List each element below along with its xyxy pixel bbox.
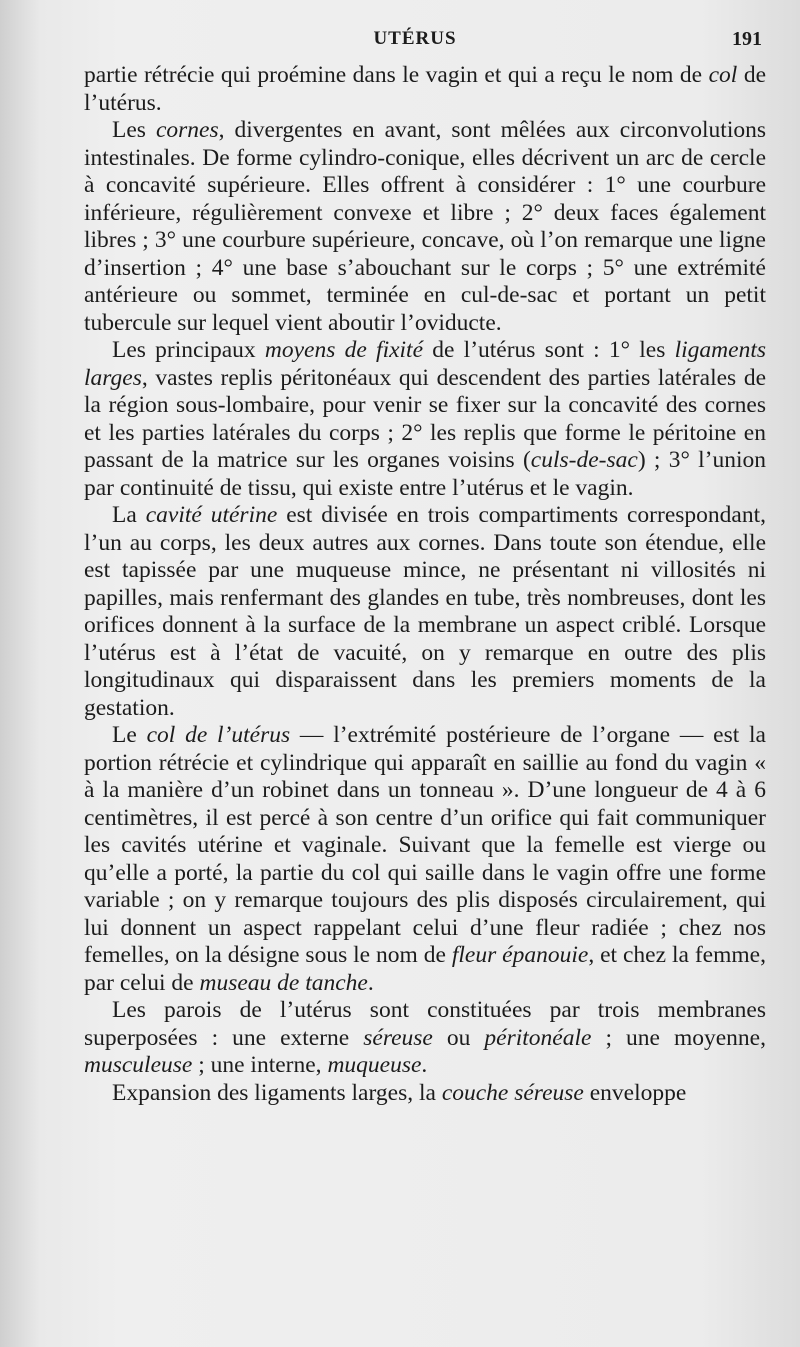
text-run: ou [432,1024,485,1051]
text-run: ) ; 3° l’union par continuité de tissu, qui existe entre l’utérus et le vagin. [84,447,766,501]
running-header [0,28,800,58]
running-title: UTÉRUS [373,28,457,49]
italic-term: culs-de-sac [530,447,638,473]
italic-term: museau de tanche [199,969,368,996]
italic-term: col de l’utérus [146,722,291,748]
text-run: Expansion des ligaments larges, la [112,1079,442,1106]
paragraph [84,337,766,502]
paragraph [84,997,766,1080]
italic-term: péritonéale [484,1024,592,1051]
text-run: ; une moyenne, [591,1024,766,1051]
text-run: Les principaux [112,337,265,363]
text-run: de l’utérus. [84,62,767,116]
italic-term: muqueuse [327,1052,422,1078]
text-run: de l’utérus sont : 1° les [423,337,675,363]
text-run: , divergentes en avant, sont mêlées aux circonvolutions intestinales. De forme cylindro-conique, elles décrivent un arc de cercle à concavité supérieure. Elles offrent à considérer : 1° une courbure inférieure, régulièrement convexe et libre ; 2° deux faces également libres ; 3° une courbure supérieure, concave, où l’on remarque une ligne d’insertion ; 4° une base s’abouchant sur le corps ; 5° une extrémité antérieure ou sommet, terminée en cul-de-sac et portant un petit tubercule sur lequel vient aboutir l’oviducte. [84,117,766,336]
italic-term: fleur épanouie [451,942,589,968]
italic-term: moyens de fixité [264,337,424,363]
text-run: . [367,969,374,996]
paragraph [84,117,766,337]
text-run: Les [112,117,156,143]
paragraph [84,502,766,722]
italic-term: cavité utérine [145,502,278,528]
text-run: , vastes replis péritonéaux qui descendent des parties latérales de la région sous-lombaire, pour venir se fixer sur la concavité des cornes et les parties latérales du corps ; 2° les replis que forme le péritoine en passant de la matrice sur les organes voisins ( [84,364,766,473]
text-run: , et chez la femme, par celui de [84,942,766,996]
text-run: Les parois de l’utérus sont constituées par trois membranes superposées : une externe [84,997,766,1051]
italic-term: séreuse [363,1024,433,1051]
italic-term: musculeuse [84,1052,193,1078]
text-run: — l’extrémité postérieure de l’organe — est la portion rétrécie et cylindrique qui apparaît en saillie au fond du vagin « à la manière d’un robinet dans un tonneau ». D’une longueur de 4 à 6 centimètres, il est percé à son centre d’un orifice qui fait communiquer les cavités utérine et vaginale. Suivant que la femelle est vierge ou qu’elle a porté, la partie du col qui saille dans le vagin offre une forme variable ; on y remarque toujours des plis disposés circulairement, qui lui donnent un aspect rappelant celui d’une fleur radiée ; chez nos femelles, on la désigne sous le nom de [84,722,766,968]
body-text [84,62,766,1107]
italic-term: couche séreuse [441,1079,584,1106]
text-run: Le [112,722,147,748]
paragraph [84,722,766,997]
italic-term: ligaments larges [84,337,766,391]
text-run: partie rétrécie qui proémine dans le vagin et qui a reçu le nom de [84,62,709,88]
page-number: 191 [732,28,762,50]
paragraph [84,62,766,117]
italic-term: col [708,62,738,88]
text-run: La [112,502,146,528]
italic-term: cornes [155,117,219,143]
text-run: est divisée en trois compartiments correspondant, l’un au corps, les deux autres aux cornes. Dans toute son étendue, elle est tapissée par une muqueuse mince, ne présentant ni villosités ni papilles, mais renfermant des glandes en tube, très nombreuses, dont les orifices donnent à la surface de la membrane un aspect criblé. Lorsque l’utérus est à l’état de vacuité, on y remarque en outre des plis longitudinaux qui disparaissent dans les premiers moments de la gestation. [84,502,766,721]
text-run: . [421,1052,428,1078]
text-run: ; une interne, [192,1052,328,1078]
text-run: enveloppe [583,1079,687,1106]
paragraph [84,1080,766,1108]
